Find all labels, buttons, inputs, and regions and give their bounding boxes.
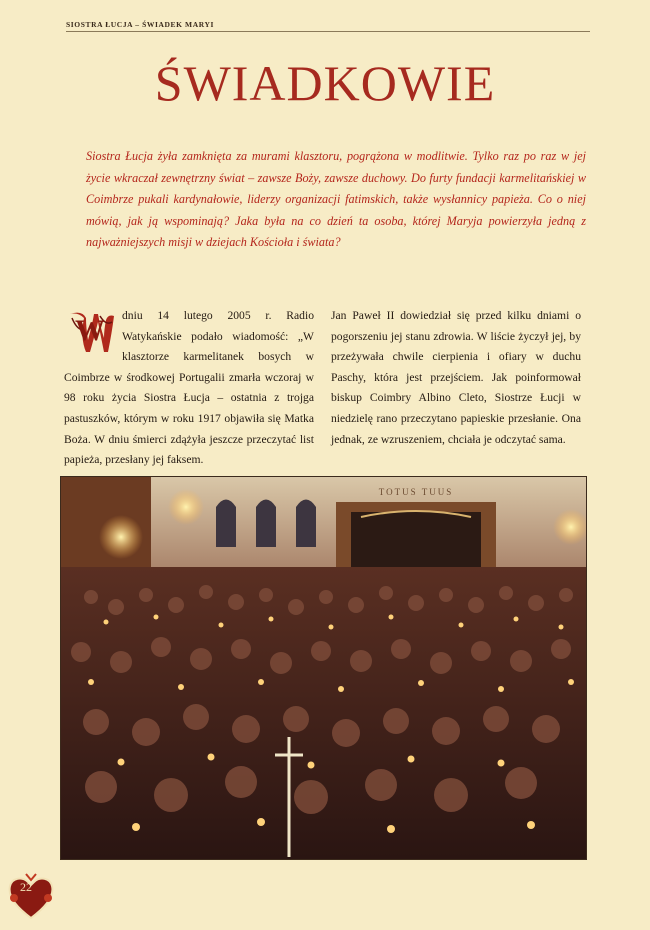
article-lead: Siostra Łucja żyła zamknięta za murami klasztoru, pogrążona w modlitwie. Tylko raz po raz w jej życie wkraczał zewnętrzny świat – zawsze Boży, zawsze duchowy. Do furty fundacji karmelitańskiej w Coimbrze pukali kardynałowie, liderzy organizacji fatimskich, także wysłannicy papieża. Co o niej mówią, jak ją wspominają? Jaka była na co dzień ta osoba, której Maryja powierzyła jedną z najważniejszych misji w dziejach Kościoła i świata? (86, 149, 586, 249)
header-divider (66, 31, 590, 32)
running-header: SIOSTRA ŁUCJA – ŚWIADEK MARYI (66, 20, 214, 29)
candlelight-vigil-photo (60, 476, 587, 860)
article-column-left (64, 306, 314, 471)
article-title: ŚWIADKOWIE (154, 55, 496, 111)
photo-inscription: TOTUS TUUS (378, 487, 454, 497)
page-number: 22 (20, 880, 32, 894)
page-number-heart-badge (4, 868, 58, 922)
dropcap-letter (64, 308, 116, 360)
photo-illustration (61, 477, 586, 859)
column-left-text: dniu 14 lutego 2005 r. Radio Watykańskie podało wiadomość: „W klasztorze karmelitanek bosych w Coimbrze w środkowej Portugalii zmarła wczoraj w 98 roku życia Siostra Łucja – ostatnia z trojga pastuszków, którym w roku 1917 objawiła się Matka Boża. W dniu śmierci zdążyła jeszcze przeczytać list papieża, przesłany jej faksem. (64, 309, 314, 467)
dropcap-glyph: W (75, 314, 105, 347)
article-column-right: Jan Paweł II dowiedział się przed kilku dniami o pogorszeniu jej stanu zdrowia. W liście życzył jej, by przeżywała chwile cierpienia i ofiary w duchu Paschy, która jest przejściem. Jak poinformował biskup Coimbry Albino Cleto, Siostrze Łucji w niedzielę rano przeczytano papieskie przesłanie. Ona jednak, ze wzruszeniem, chciała je odczytać sama. (331, 309, 581, 446)
